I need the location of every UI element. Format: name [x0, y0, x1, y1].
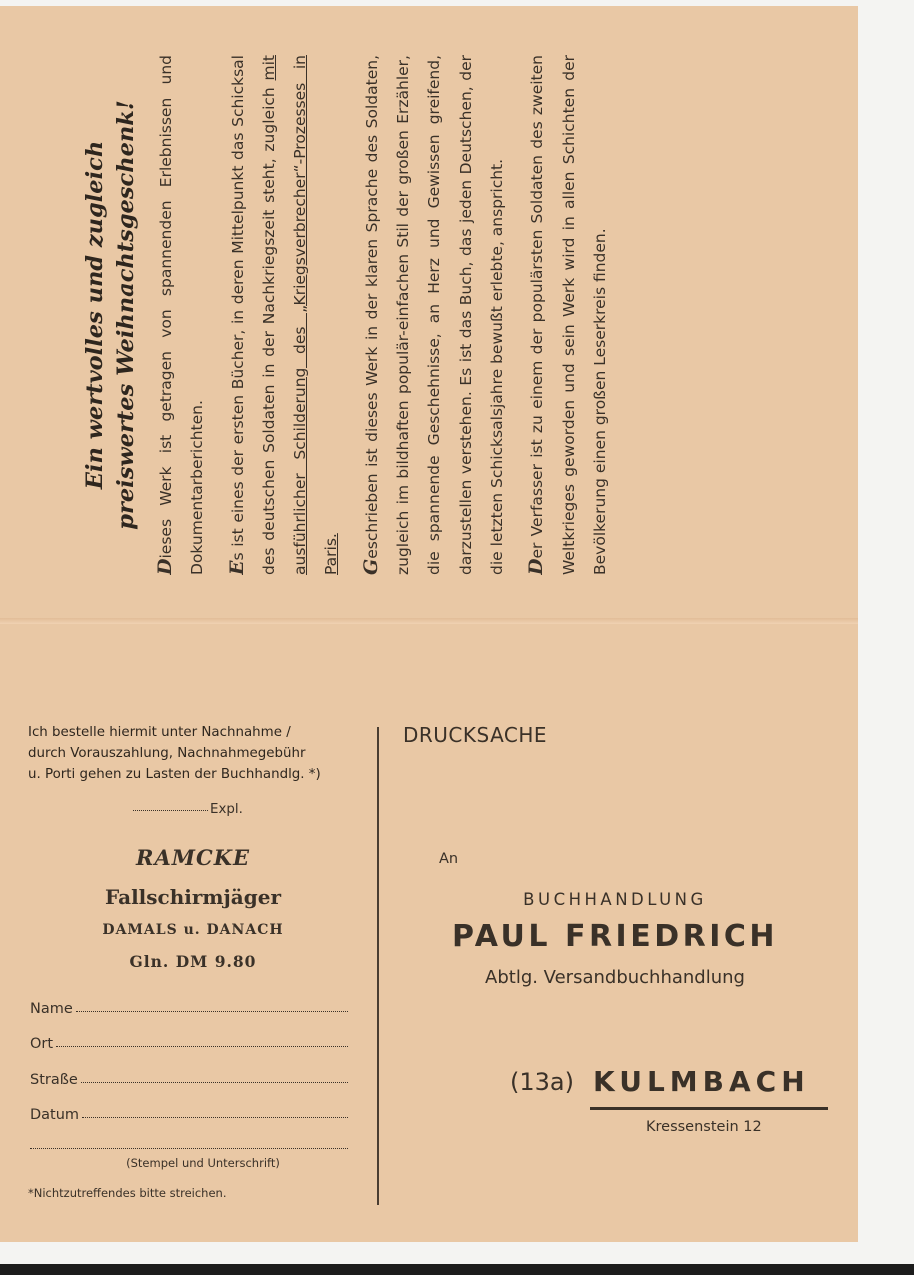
strasse-field[interactable]: Straße: [30, 1066, 348, 1088]
street: Kressenstein 12: [646, 1119, 762, 1135]
department: Abtlg. Versandbuchhandlung: [485, 967, 745, 988]
firm-name: PAUL FRIEDRICH: [452, 919, 778, 954]
panel-divider: [377, 727, 379, 1205]
order-form: [28, 722, 358, 1200]
signature-line[interactable]: [30, 1148, 348, 1149]
datum-field[interactable]: Datum: [30, 1101, 348, 1123]
advert-paragraph-3: Geschrieben ist dieses Werk in der klaren Sprache des Soldaten, zugleich im bildhaften populär-einfachen Stil der großen Erzähler, die spannende Geschehnisse, an Herz und Gewissen greifend, darzustellen verstehen. Es ist das Buch, das jeden Deutschen, der die letzten Schicksalsjahre bewußt erlebte, anspricht.: [359, 55, 506, 575]
order-intro: Ich bestelle hiermit unter Nachnahme / durch Vorauszahlung, Nachnahmegebühr u. Porti gehen zu Lasten der Buchhandlg. *): [28, 725, 321, 782]
quantity-field[interactable]: Expl.: [133, 802, 243, 817]
advert-headline: Ein wertvolles und zugleich preiswertes Weihnachtsgeschenk!: [82, 100, 139, 530]
advert-paragraph-1: Dieses Werk ist getragen von spannenden Erlebnissen und Dokumentarberichten.: [154, 55, 207, 575]
to-label: An: [439, 851, 459, 867]
book-subtitle: DAMALS u. DANACH: [102, 922, 284, 938]
city: KULMBACH: [593, 1065, 810, 1098]
city-underline: [590, 1107, 828, 1110]
mail-type: DRUCKSACHE: [403, 723, 548, 747]
advert-paragraph-2: Es ist eines der ersten Bücher, in deren Mittelpunkt das Schicksal des deutschen Soldaten in der Nachkriegszeit steht, zugleich mit ausführlicher Schilderung des „Kriegsverbrecher“-Prozesses in Paris.: [225, 55, 341, 575]
ort-field[interactable]: Ort: [30, 1030, 348, 1052]
quantity-line[interactable]: [133, 810, 208, 811]
book-price: Gln. DM 9.80: [129, 952, 257, 971]
postcode: (13a): [510, 1068, 574, 1096]
advert-panel: [80, 55, 800, 575]
book-author: RAMCKE: [136, 845, 250, 870]
scan-edge: [0, 1264, 914, 1275]
signature-caption: (Stempel und Unterschrift): [126, 1156, 280, 1170]
business-type: BUCHHANDLUNG: [523, 890, 707, 909]
advert-paragraph-4: Der Verfasser ist zu einem der populärsten Soldaten des zweiten Weltkrieges geworden und sein Werk wird in allen Schichten der Bevölkerung einen großen Leserkreis finden.: [525, 55, 609, 575]
book-title: Fallschirmjäger: [105, 885, 281, 909]
footnote: *Nichtzutreffendes bitte streichen.: [28, 1186, 227, 1200]
card-fold: [0, 618, 858, 624]
name-field[interactable]: Name: [30, 995, 348, 1017]
